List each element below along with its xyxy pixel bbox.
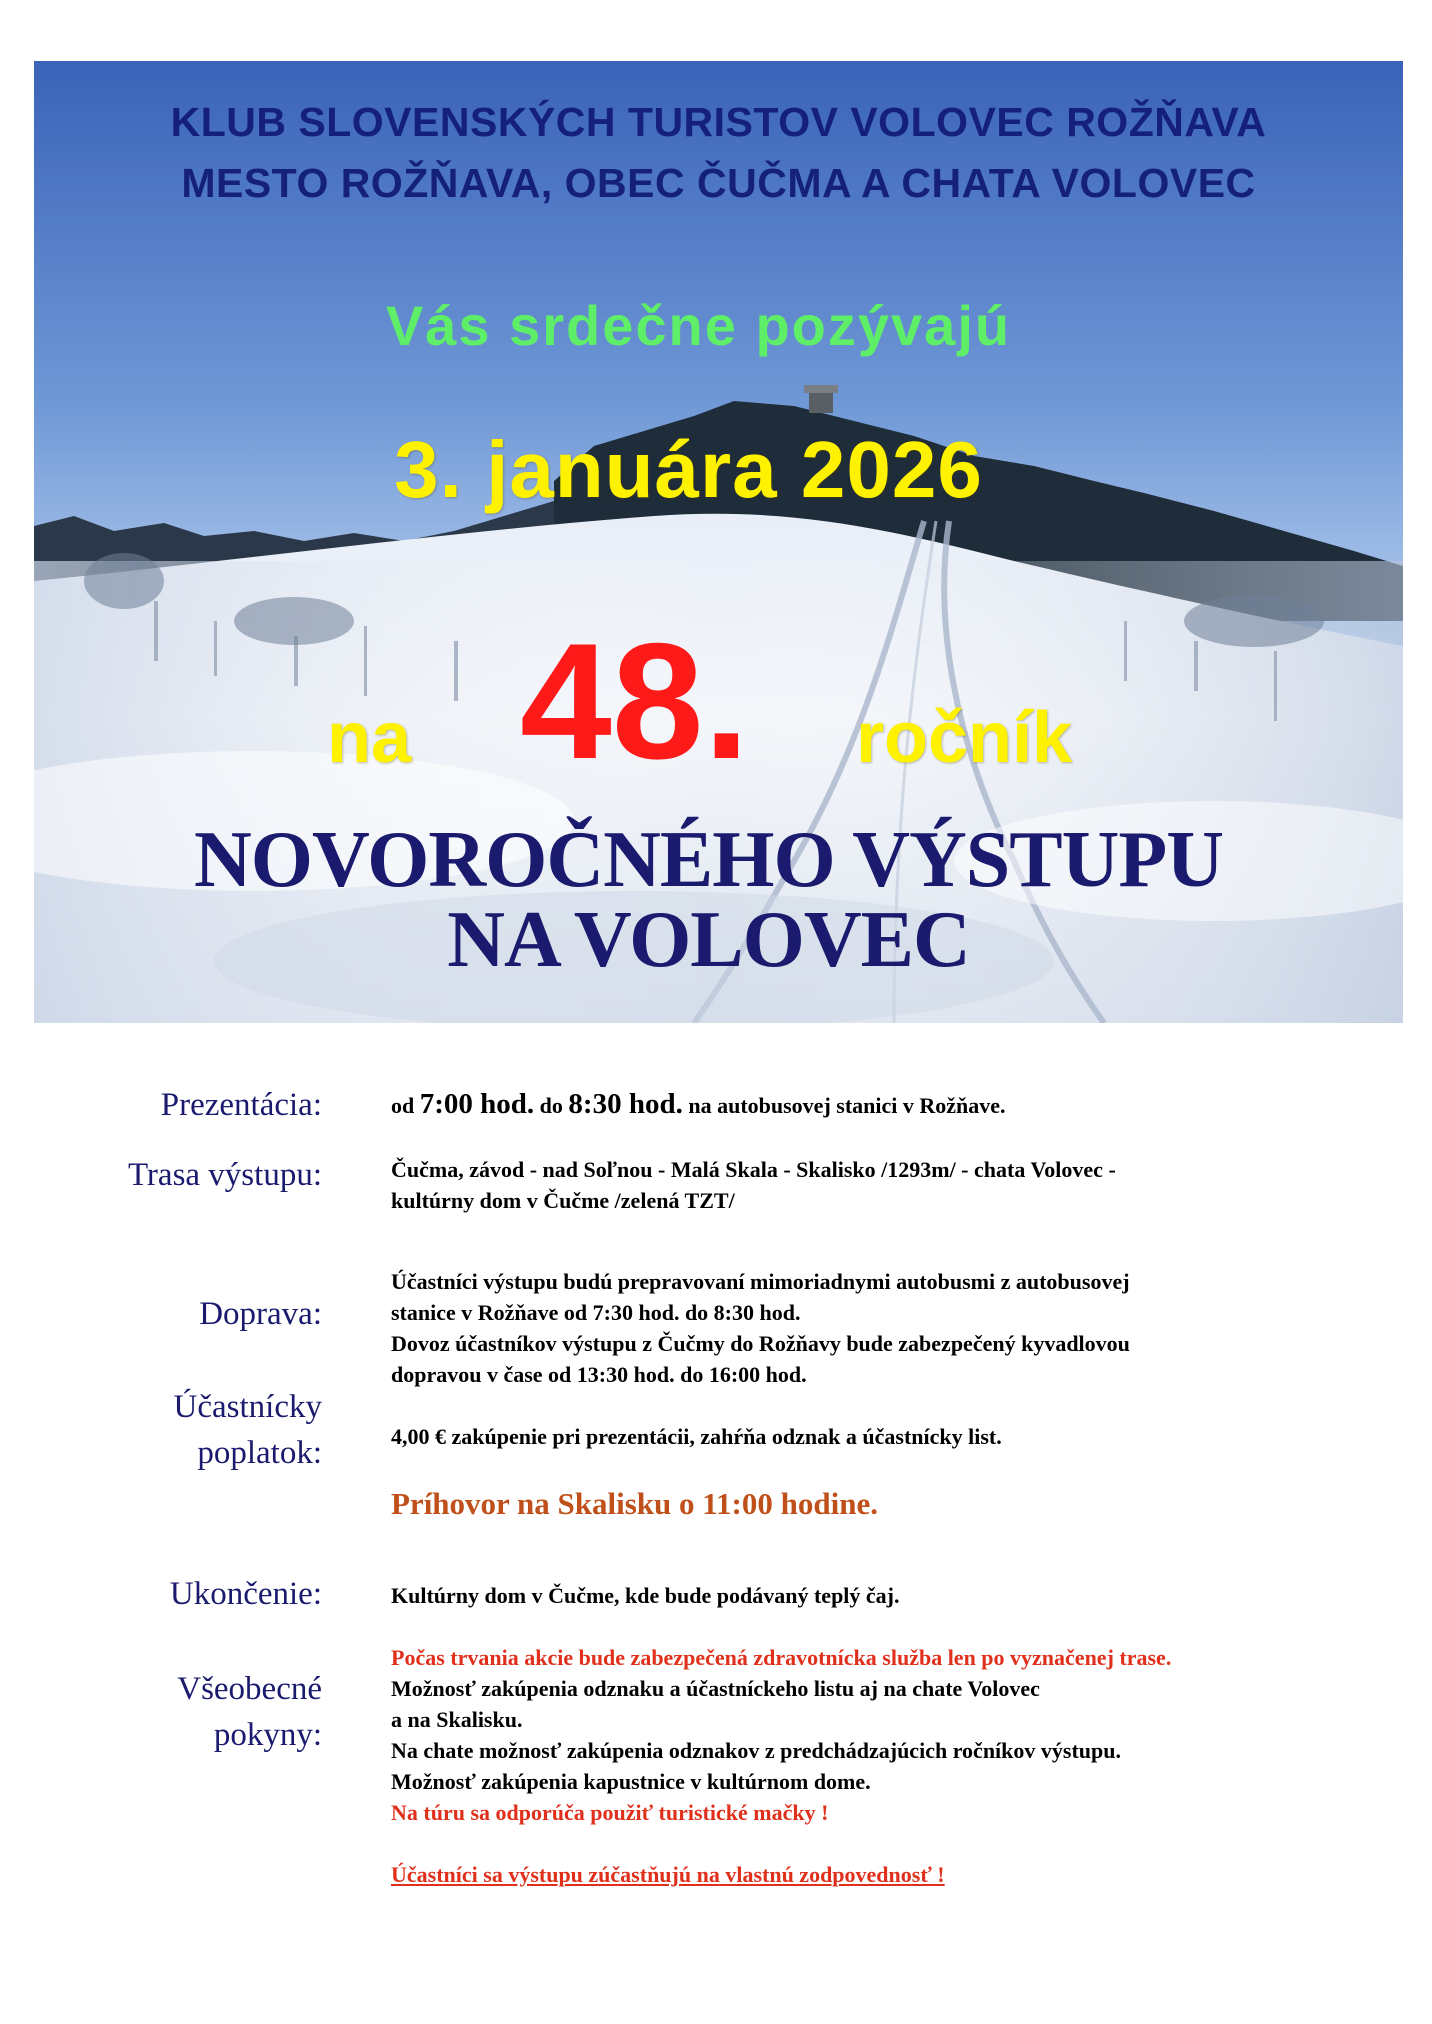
ending-text: Kultúrny dom v Čučme, kde bude podávaný teplý čaj.: [391, 1583, 900, 1608]
registration-end-time: 8:30 hod.: [568, 1088, 683, 1120]
event-title-line-1: NOVOROČNÉHO VÝSTUPU: [193, 816, 1224, 904]
registration-text: [391, 1089, 1391, 1121]
transport-line-4: dopravou v čase od 13:30 hod. do 16:00 hod.: [391, 1362, 807, 1387]
general-text: [391, 1642, 1391, 1890]
fee-text: 4,00 € zakúpenie pri prezentácii, zahŕňa odznak a účastnícky list.: [391, 1424, 1002, 1449]
registration-middle: do: [534, 1093, 569, 1118]
medical-service-notice: Počas trvania akcie bude zabezpečená zdravotnícka služba len po vyznačenej trase.: [391, 1645, 1172, 1670]
transport-line-3: Dovoz účastníkov výstupu z Čučmy do Rožňavy bude zabezpečený kyvadlovou: [391, 1331, 1130, 1356]
edition-number: 48.: [520, 609, 750, 793]
general-label-line-2: pokyny:: [213, 1717, 322, 1753]
edition-heading: [34, 609, 1403, 809]
fee-label-line-2: poplatok:: [197, 1435, 322, 1471]
ending-label: Ukončenie:: [169, 1576, 322, 1612]
route-label: Trasa výstupu:: [127, 1157, 322, 1193]
registration-label: Prezentácia:: [160, 1087, 322, 1123]
event-title-line-2: NA VOLOVEC: [447, 896, 970, 984]
edition-suffix: ročník: [856, 698, 1073, 778]
general-label: [177, 1666, 322, 1758]
invitation-heading: Vás srdečne pozývajú: [385, 294, 1012, 357]
spacer-line: [391, 1828, 1391, 1859]
route-text: [391, 1154, 1391, 1216]
registration-place: na autobusovej stanici v Rožňave.: [682, 1093, 1006, 1118]
speech-notice: Príhovor na Skalisku o 11:00 hodine.: [391, 1486, 878, 1521]
transport-line-1: Účastníci výstupu budú prepravovaní mimoriadnymi autobusmi z autobusovej: [391, 1269, 1130, 1294]
fee-label: [174, 1384, 322, 1476]
route-line-1: Čučma, závod - nad Soľnou - Malá Skala - Skalisko /1293m/ - chata Volovec -: [391, 1157, 1116, 1182]
fee-label-line-1: Účastnícky: [173, 1389, 322, 1425]
crampons-notice: Na túru sa odporúča použiť turistické mačky !: [391, 1800, 829, 1825]
registration-prefix: od: [391, 1093, 420, 1118]
route-line-2: kultúrny dom v Čučme /zelená TZT/: [391, 1188, 735, 1213]
responsibility-notice: Účastníci sa výstupu zúčastňujú na vlastnú zodpovednosť !: [391, 1862, 945, 1887]
transport-line-2: stanice v Rožňave od 7:30 hod. do 8:30 hod.: [391, 1300, 801, 1325]
registration-start-time: 7:00 hod.: [419, 1088, 535, 1120]
general-line-3: Na chate možnosť zakúpenia odznakov z predchádzajúcich ročníkov výstupu.: [391, 1738, 1121, 1763]
general-line-4: Možnosť zakúpenia kapustnice v kultúrnom dome.: [391, 1769, 871, 1794]
event-date: 3. januára 2026: [394, 425, 983, 514]
general-label-line-1: Všeobecné: [177, 1671, 322, 1707]
edition-prefix: na: [327, 698, 412, 778]
organizer-line-2: MESTO ROŽŇAVA, OBEC ČUČMA A CHATA VOLOVEC: [181, 160, 1256, 206]
general-line-1: Možnosť zakúpenia odznaku a účastníckeho listu aj na chate Volovec: [391, 1676, 1040, 1701]
transport-label: Doprava:: [199, 1296, 322, 1332]
transport-text: [391, 1266, 1391, 1390]
general-line-2: a na Skalisku.: [391, 1707, 523, 1732]
hero-banner: [34, 61, 1403, 1023]
organizer-line-1: KLUB SLOVENSKÝCH TURISTOV VOLOVEC ROŽŇAVA: [170, 99, 1267, 145]
